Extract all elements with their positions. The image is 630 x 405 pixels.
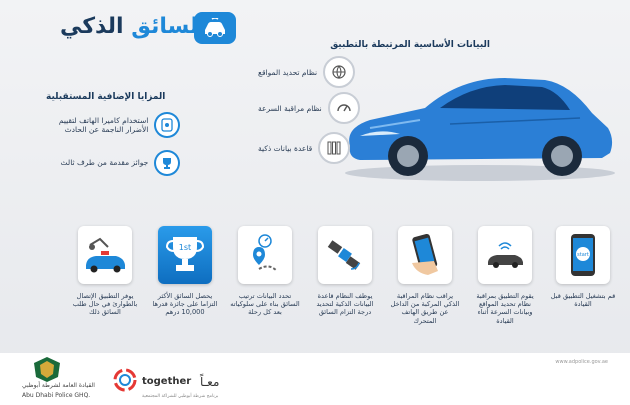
emergency-car-icon (82, 233, 128, 277)
step-card (158, 226, 212, 284)
satellite-icon (325, 235, 365, 275)
step-3 (390, 222, 460, 348)
step-5 (230, 222, 300, 348)
step-card (318, 226, 372, 284)
step-card (478, 226, 532, 284)
route-icon (245, 233, 285, 277)
phone-start-icon (569, 233, 597, 277)
together-label: together (142, 376, 192, 387)
together-label-ar: معـاً (200, 375, 220, 389)
start-label: start (577, 252, 589, 258)
core-feature-speed (258, 92, 360, 124)
core-section-heading: البيانات الأساسية المرتبطة بالتطبيق (330, 40, 490, 50)
phone-hand-icon (408, 233, 442, 277)
car-signal-icon (485, 240, 525, 270)
database-icon (318, 132, 350, 164)
website-url[interactable]: www.adpolice.gov.ae (555, 359, 608, 365)
together-logo-icon (112, 367, 138, 393)
car-icon (202, 18, 228, 38)
car-illustration (330, 58, 620, 183)
future-feature-label: استخدام كاميرا الهاتف لتقييم الأضرار الناجمة عن الحادث (58, 115, 149, 134)
step-card (556, 226, 610, 284)
step-card (398, 226, 452, 284)
footer (0, 353, 630, 405)
step-7 (74, 222, 136, 348)
core-feature-label: قاعدة بيانات ذكية (258, 143, 313, 153)
future-section-heading: المزايا الإضافية المستقبلية (46, 92, 166, 102)
together-subtitle: برنامج شرطة أبوظبي للشراكة المجتمعية (142, 394, 219, 399)
trophy-first-icon (165, 233, 205, 277)
step-label: يوظف النظام قاعدة البيانات الذكية لتحديد درجة التزام السائق (316, 292, 374, 317)
step-label: يحصل السائق الأكثر التزاما على جائزة قدرها 10,000 درهم (152, 292, 218, 317)
step-label: يوفر التطبيق الإتصال بالطوارئ في حال طلب السائق ذلك (72, 292, 138, 317)
step-label: يقوم التطبيق بمراقبة نظام تحديد المواقع وبيانات السرعة أثناء القيادة (476, 292, 534, 325)
globe-icon (323, 56, 355, 88)
step-2 (474, 222, 536, 348)
future-feature-awards (40, 150, 180, 176)
step-label: قم بتشغيل التطبيق قبل القيادة (550, 292, 616, 309)
police-emblem-icon (30, 355, 64, 383)
first-place-label: 1st (178, 243, 192, 252)
core-feature-database (258, 132, 350, 164)
step-label: تحدد البيانات ترتيب السائق بناء على سلوكياته بعد كل رحلة (230, 292, 300, 317)
core-feature-label: نظام مراقبة السرعة (258, 103, 322, 113)
trophy-icon (154, 150, 180, 176)
step-6 (154, 222, 216, 348)
future-feature-label: جوائز مقدمة من طرف ثالث (60, 158, 149, 168)
title-main: الذكي (60, 14, 124, 39)
page-title (60, 14, 206, 39)
step-1 (552, 222, 614, 348)
step-label: يراقب نظام المراقبة الذكي المركبة من الداخل عن طريق الهاتف المتحرك (390, 292, 460, 325)
camera-icon (154, 112, 180, 138)
step-card (238, 226, 292, 284)
step-4 (314, 222, 376, 348)
core-feature-gps (258, 56, 355, 88)
steps-row (12, 222, 618, 350)
future-feature-camera (40, 112, 180, 138)
core-feature-label: نظام تحديد المواقع (258, 67, 318, 77)
step-card (78, 226, 132, 284)
police-name-ar: القيادة العامة لشرطة أبوظبي (22, 382, 95, 389)
speedometer-icon (328, 92, 360, 124)
police-name-en: Abu Dhabi Police GHQ. (22, 392, 91, 399)
title-accent: السائق (131, 14, 206, 39)
